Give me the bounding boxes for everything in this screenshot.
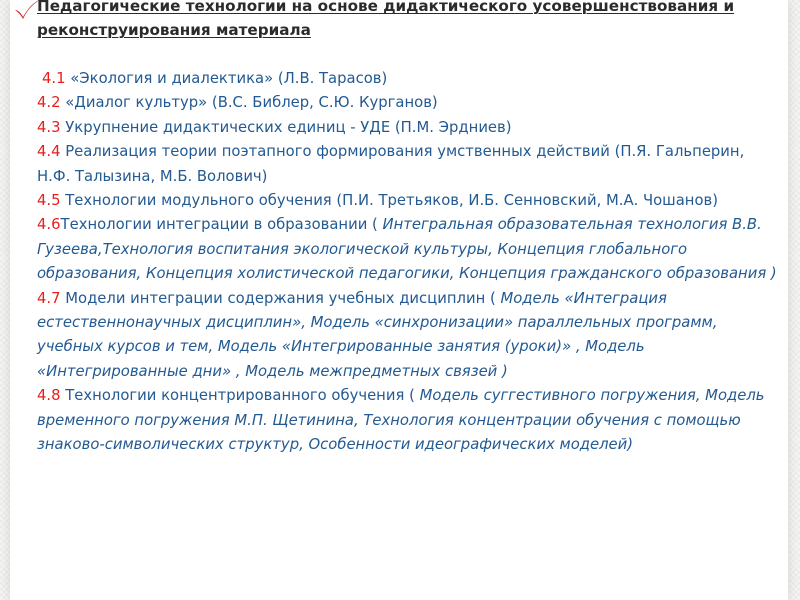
slide-title: Педагогические технологии на основе дидактического усовершенствования и реконструирования материала: [37, 0, 735, 39]
item-details: Модель суггестивного погружения, Модель временного погружения М.П. Щетинина, Технология концентрации обучения с помощью знаково-символических структур, Особенности идеографических моделей): [37, 387, 765, 454]
item-details: Модель «Интеграция естественнонаучных дисциплин», Модель «синхронизации» параллельных программ, учебных курсов и тем, Модель «Интегрированные занятия (уроки)» , Модель «Интегрированные дни» , Модель межпредметных связей ): [37, 289, 718, 380]
technology-list: [37, 67, 782, 458]
item-text: Укрупнение дидактических единиц - УДЕ (П.М. Эрдниев): [60, 118, 512, 136]
item-number: 4.5: [37, 192, 61, 210]
item-text: Технологии интеграции в образовании (: [60, 216, 383, 234]
item-text: Технологии концентрированного обучения (: [60, 387, 420, 405]
item-number: 4.7: [37, 289, 61, 307]
item-details: Интегральная образовательная технология В.В. Гузеева,Технология воспитания экологической культуры, Концепция глобального образования, Концепция холистической педагогики, Концепция гражданского образования ): [37, 216, 777, 283]
list-item: [37, 140, 782, 189]
item-number: 4.8: [37, 387, 61, 405]
list-item: [37, 213, 782, 286]
item-text: «Диалог культур» (В.С. Библер, С.Ю. Курганов): [60, 94, 438, 112]
item-text: Модели интеграции содержания учебных дисциплин (: [60, 289, 501, 307]
list-item: [37, 189, 782, 213]
item-text: Технологии модульного обучения (П.И. Третьяков, И.Б. Сенновский, М.А. Чошанов): [60, 192, 719, 210]
list-item: [37, 287, 782, 385]
list-item: [37, 116, 782, 140]
item-number: 4.4: [37, 143, 61, 161]
item-number: 4.1: [42, 70, 66, 87]
list-item: [37, 91, 782, 115]
item-number: 4.3: [37, 118, 61, 136]
item-text: «Экология и диалектика» (Л.В. Тарасов): [65, 70, 388, 87]
list-item: [37, 384, 782, 457]
item-number: 4.2: [37, 94, 61, 112]
item-number: 4.6: [37, 216, 61, 234]
slide: [10, 0, 788, 600]
item-text: Реализация теории поэтапного формирования умственных действий (П.Я. Гальперин, Н.Ф. Талызина, М.Б. Волович): [37, 143, 745, 185]
list-item: [37, 67, 782, 91]
